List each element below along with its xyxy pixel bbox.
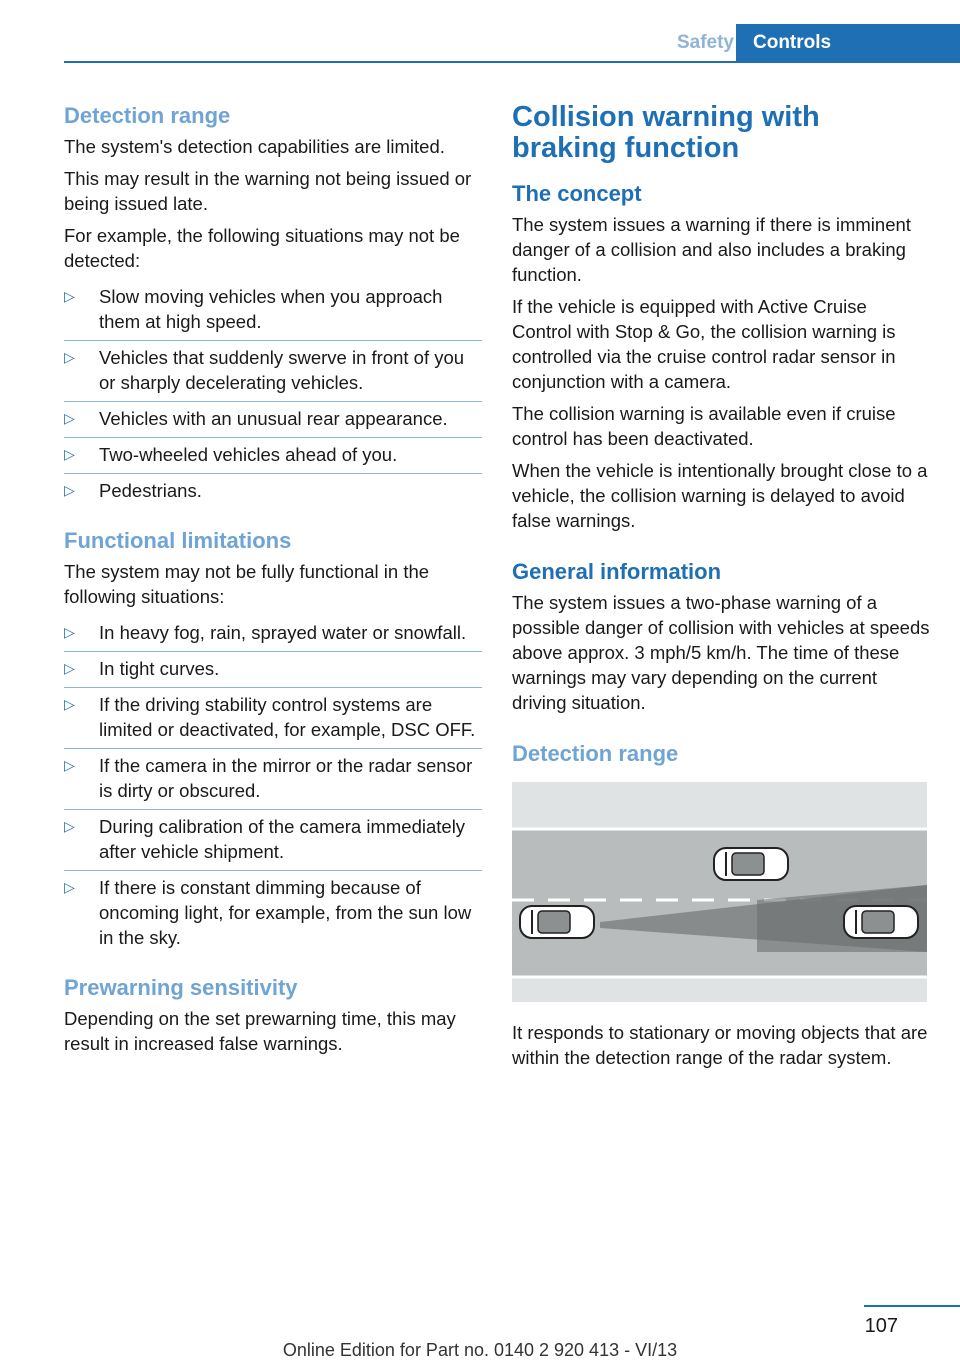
concept-heading: The concept xyxy=(512,181,642,206)
prewarning-sensitivity-heading: Prewarning sensitivity xyxy=(64,975,298,1000)
paragraph: When the vehicle is intentionally brought close to a vehicle, the collision warning is delayed to avoid false warnings. xyxy=(512,460,928,531)
list-item: ▷ Slow moving vehicles when you approach them at high speed. xyxy=(64,280,482,341)
triangle-bullet-icon: ▷ xyxy=(64,624,75,640)
triangle-bullet-icon: ▷ xyxy=(64,696,75,712)
header-rule xyxy=(64,61,960,63)
paragraph: The system issues a warning if there is imminent danger of a collision and also includes a braking function. xyxy=(512,214,911,285)
paragraph: This may result in the warning not being issued or being issued late. xyxy=(64,168,472,214)
tab-controls[interactable]: Controls xyxy=(736,24,960,61)
general-information-heading: General information xyxy=(512,559,722,584)
tab-safety[interactable]: Safety xyxy=(676,32,734,53)
triangle-bullet-icon: ▷ xyxy=(64,446,75,462)
right-column xyxy=(512,102,930,1077)
paragraph: If the vehicle is equipped with Active Cruise Control with Stop & Go, the collision warning is controlled via the cruise control radar sensor in conjunction with a camera. xyxy=(512,296,896,392)
triangle-bullet-icon: ▷ xyxy=(64,410,75,426)
paragraph: For example, the following situations may not be detected: xyxy=(64,225,460,271)
list-item: ▷ Pedestrians. xyxy=(64,480,202,501)
paragraph: The system may not be fully functional in the following situations: xyxy=(64,561,430,607)
edition-footer: Online Edition for Part no. 0140 2 920 413 - VI/13 xyxy=(282,1340,678,1360)
detection-range-heading-right: Detection range xyxy=(512,741,679,766)
list-item: ▷ If the driving stability control systems are limited or deactivated, for example, DSC OFF. xyxy=(64,688,482,749)
car-upper-lane xyxy=(714,848,788,880)
detection-range-heading: Detection range xyxy=(64,103,231,128)
left-column xyxy=(64,102,482,1063)
limitations-list xyxy=(64,616,482,956)
triangle-bullet-icon: ▷ xyxy=(64,288,75,304)
list-item: ▷ If the camera in the mirror or the radar sensor is dirty or obscured. xyxy=(64,749,482,810)
paragraph: Depending on the set prewarning time, this may result in increased false warnings. xyxy=(64,1008,456,1054)
detection-list xyxy=(64,280,482,509)
footer-rule xyxy=(864,1305,960,1307)
paragraph: The system issues a two-phase warning of a possible danger of collision with vehicles at speeds above approx. 3 mph/5 km/h. The time of these warnings may vary depending on the current driving situation. xyxy=(512,592,930,713)
page-number: 107 xyxy=(864,1315,898,1337)
list-item: ▷ If there is constant dimming because of oncoming light, for example, from the sun low in the sky. xyxy=(64,877,472,948)
detection-range-illustration xyxy=(512,782,927,1002)
list-item: ▷ In tight curves. xyxy=(64,652,482,688)
list-item: ▷ Vehicles that suddenly swerve in front of you or sharply decelerating vehicles. xyxy=(64,341,482,402)
functional-limitations-heading: Functional limitations xyxy=(64,528,292,553)
list-item: ▷ Vehicles with an unusual rear appearance. xyxy=(64,402,482,438)
triangle-bullet-icon: ▷ xyxy=(64,757,75,773)
car-front-left xyxy=(520,906,594,938)
paragraph: It responds to stationary or moving objects that are within the detection range of the radar system. xyxy=(512,1022,928,1068)
paragraph: The collision warning is available even if cruise control has been deactivated. xyxy=(512,403,896,449)
list-item: ▷ During calibration of the camera immediately after vehicle shipment. xyxy=(64,810,482,871)
list-item: ▷ Two-wheeled vehicles ahead of you. xyxy=(64,438,482,474)
section-title: Collision warning with braking function xyxy=(512,101,820,164)
paragraph: The system's detection capabilities are limited. xyxy=(64,136,445,157)
list-item: ▷ In heavy fog, rain, sprayed water or snowfall. xyxy=(64,616,482,652)
triangle-bullet-icon: ▷ xyxy=(64,660,75,676)
triangle-bullet-icon: ▷ xyxy=(64,349,75,365)
triangle-bullet-icon: ▷ xyxy=(64,482,75,498)
triangle-bullet-icon: ▷ xyxy=(64,818,75,834)
car-ahead xyxy=(844,906,918,938)
triangle-bullet-icon: ▷ xyxy=(64,879,75,895)
